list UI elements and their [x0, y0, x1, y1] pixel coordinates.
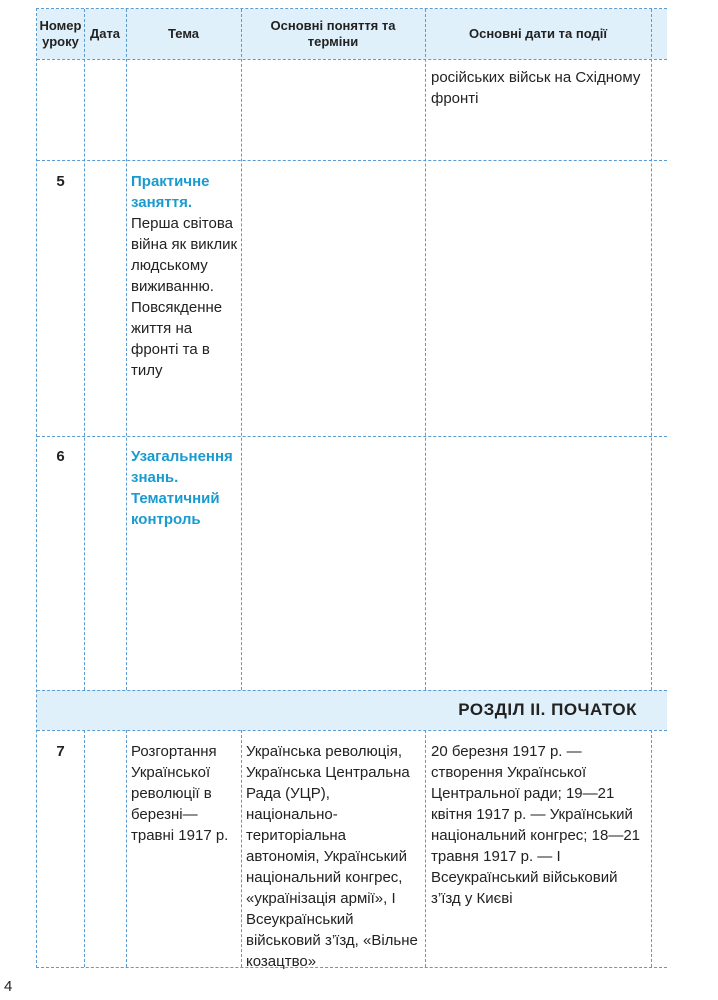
- section-band: [37, 690, 667, 730]
- grid-line: [651, 730, 652, 967]
- header-topic: Тема: [167, 26, 200, 41]
- topic-accent: Практичне заняття.: [131, 173, 210, 211]
- grid-line: [651, 9, 652, 690]
- header-dates-events: Основні дати та події: [468, 26, 607, 41]
- section-title: РОЗДІЛ ІІ. ПОЧАТОК: [458, 700, 637, 719]
- grid-line: [37, 436, 667, 437]
- header-date: Дата: [89, 26, 121, 41]
- page-number: 4: [4, 978, 13, 995]
- grid-line: [37, 59, 667, 60]
- row-events: російських військ на Східному фронті: [431, 69, 641, 107]
- grid-line: [241, 730, 242, 967]
- grid-line: [241, 9, 242, 690]
- row-number: 5: [56, 173, 65, 190]
- grid-line: [425, 9, 426, 690]
- grid-line: [425, 730, 426, 967]
- grid-line: [126, 9, 127, 690]
- header-lesson-number: Номер уроку: [39, 18, 82, 49]
- row-concepts: Українська революція, Українська Центральна Рада (УЦР), національно-територіальна автономія, Український національний конгрес, «українізація армії», І Всеукраїнський військовий з’їзд, «Вільне козацтво»: [246, 743, 418, 970]
- grid-line: [126, 730, 127, 967]
- row-topic: Розгортання Української революції в березні—травні 1917 р.: [131, 743, 229, 844]
- row-topic: [131, 171, 239, 381]
- grid-line: [37, 690, 667, 691]
- topic-accent: Узагальнення знань. Тематичний контроль: [131, 448, 233, 528]
- grid-line: [84, 730, 85, 967]
- grid-line: [37, 730, 667, 731]
- grid-line: [37, 160, 667, 161]
- row-events: 20 березня 1917 р. — створення Української Центральної ради; 19—21 квітня 1917 р. — Український національний конгрес; 18—21 травня 1917 р. — І Всеукраїнський військовий з’їзд у Києві: [431, 743, 641, 907]
- grid-line: [84, 9, 85, 690]
- header-concepts: Основні поняття та терміни: [270, 18, 396, 49]
- row-number: 7: [56, 743, 65, 760]
- lesson-plan-table: [36, 8, 667, 968]
- row-topic: [131, 446, 239, 530]
- table-header: [37, 9, 667, 59]
- row-number: 6: [56, 448, 65, 465]
- topic-text: Перша світова війна як виклик людському виживанню. Повсякденне життя на фронті та в тилу: [131, 215, 238, 379]
